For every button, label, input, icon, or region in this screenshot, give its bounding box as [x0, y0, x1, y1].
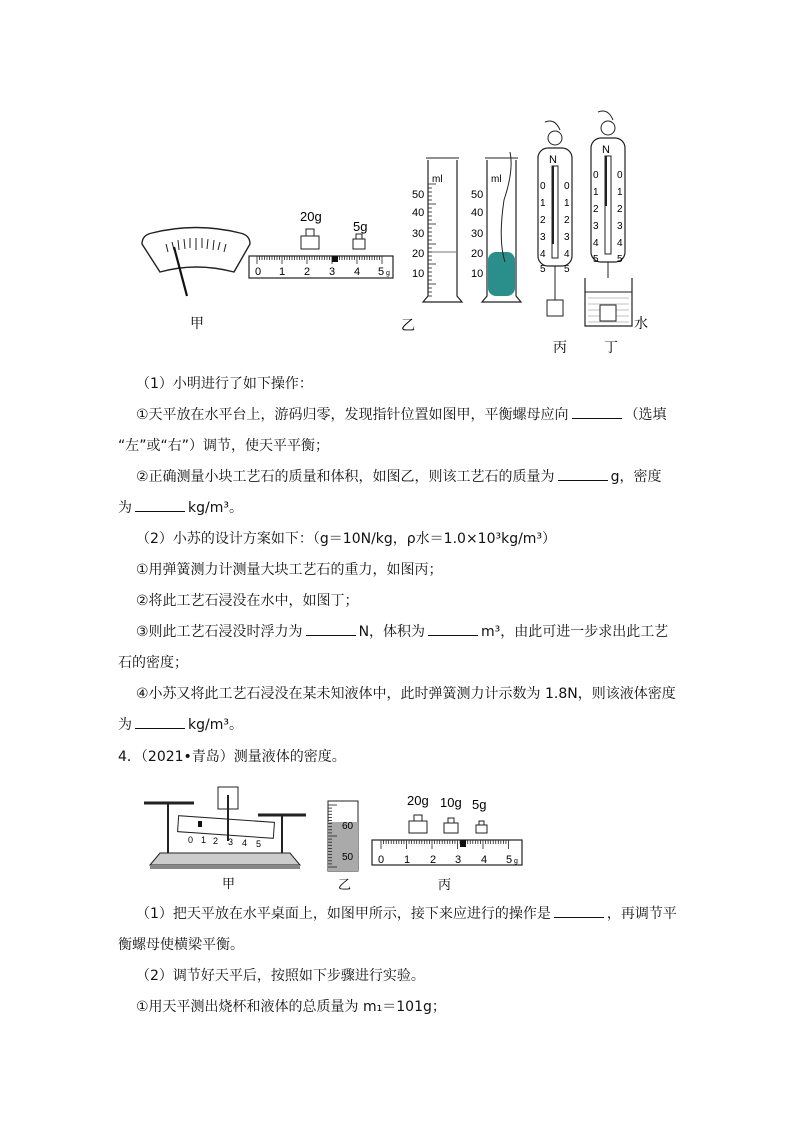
balance-scale — [144, 787, 306, 869]
spring-tick-label: 0 — [564, 181, 570, 192]
answer-blank[interactable] — [558, 468, 608, 481]
cyl-tick-label: 40 — [471, 207, 484, 219]
ruler-unit: g — [386, 270, 390, 277]
ruler-tick-label: 0 — [255, 266, 262, 278]
balance-pointer-dial — [142, 228, 250, 297]
cyl-tick-label: 50 — [342, 852, 354, 863]
spring-tick-label: 2 — [540, 215, 546, 226]
part2-step4-cont: 为 kg/m³。 — [118, 717, 243, 733]
label-ding: 丁 — [604, 339, 618, 355]
cyl-tick-label: 10 — [412, 268, 425, 280]
cyl-tick-label: 40 — [412, 207, 425, 219]
cyl-tick-label: 60 — [342, 821, 354, 832]
spring-tick-label: 4 — [617, 238, 623, 249]
ruler-tick-label: 5 — [256, 839, 262, 849]
ruler-unit: g — [514, 858, 518, 865]
label-yi: 乙 — [401, 317, 415, 333]
answer-blank[interactable] — [554, 905, 604, 918]
figure-1 — [0, 0, 794, 360]
cylinder-with-stone — [482, 152, 521, 302]
q4-title: 4．（2021•青岛）测量液体的密度。 — [118, 749, 346, 765]
spring-tick-label: 5 — [564, 264, 570, 275]
spring-tick-label: 3 — [540, 232, 546, 243]
ruler-tick-label: 1 — [279, 266, 286, 278]
answer-blank[interactable] — [306, 623, 356, 636]
spring-tick-label: 1 — [593, 187, 599, 198]
ruler-tick-label: 3 — [455, 854, 462, 866]
answer-blank[interactable] — [572, 406, 622, 419]
weight-5g — [353, 234, 365, 249]
q4-part2-step1: ①用天平测出烧杯和液体的总质量为 m₁＝101g； — [136, 999, 446, 1015]
part2-step1: ①用弹簧测力计测量大块工艺石的重力，如图丙； — [136, 562, 443, 578]
q4-part2: （2）调节好天平后，按照如下步骤进行实验。 — [136, 968, 425, 984]
answer-blank[interactable] — [135, 499, 185, 512]
cyl-tick-label: 30 — [471, 228, 484, 240]
cyl-unit: ml — [432, 174, 443, 185]
weight-20g-q4 — [409, 815, 427, 833]
ruler-tick-label: 3 — [329, 266, 336, 278]
spring-tick-label: 0 — [617, 170, 623, 181]
spring-tick-label: 1 — [617, 187, 623, 198]
ruler-tick-label: 0 — [378, 854, 385, 866]
weight-5g-q4 — [476, 821, 487, 833]
spring-tick-label: 3 — [617, 221, 623, 232]
part2-step3: ③则此工艺石浸没时浮力为 N，体积为 m³，由此可进一步求出此工艺 — [136, 624, 669, 640]
spring-tick-label: 5 — [593, 254, 599, 265]
ruler-tick-label: 4 — [354, 266, 361, 278]
label-yi-q4: 乙 — [338, 877, 352, 892]
q4-part1: （1）把天平放在水平桌面上，如图甲所示，接下来应进行的操作是 ，再调节平 — [136, 906, 677, 922]
ruler-tick-label: 5 — [378, 266, 385, 278]
cyl-tick-label: 50 — [471, 189, 484, 201]
answer-blank[interactable] — [135, 716, 185, 729]
weight-label: 20g — [407, 793, 429, 808]
spring-tick-label: 1 — [540, 198, 546, 209]
part1-heading: （1）小明进行了如下操作： — [136, 376, 313, 392]
spring-tick-label: 5 — [540, 264, 546, 275]
part1-step1: ①天平放在水平台上，游码归零，发现指针位置如图甲，平衡螺母应向 （选填 — [136, 407, 667, 423]
spring-tick-label: 5 — [617, 254, 623, 265]
ruler-tick-label: 4 — [481, 854, 488, 866]
rider — [332, 256, 338, 262]
weight-label: 10g — [440, 795, 462, 810]
part1-step1-cont: “左”或“右”）调节，使天平平衡； — [118, 438, 330, 454]
figure-q4 — [0, 775, 794, 895]
rider-ruler-q4 — [372, 840, 522, 865]
label-bing: 丙 — [553, 339, 567, 355]
spring-tick-label: 4 — [564, 249, 570, 260]
ruler-tick-label: 1 — [404, 854, 411, 866]
ruler-tick-label: 2 — [213, 836, 219, 846]
spring-tick-label: 2 — [564, 215, 570, 226]
part1-step2: ②正确测量小块工艺石的质量和体积，如图乙，则该工艺石的质量为 g，密度 — [136, 469, 662, 485]
weight-20g — [301, 229, 319, 249]
part2-step3-cont: 石的密度； — [118, 655, 188, 671]
part2-step2: ②将此工艺石浸没在水中，如图丁； — [136, 593, 359, 609]
ruler-tick-label: 2 — [430, 854, 437, 866]
answer-blank[interactable] — [428, 623, 478, 636]
spring-tick-label: 2 — [617, 204, 623, 215]
cyl-tick-label: 50 — [412, 189, 425, 201]
spring-tick-label: 4 — [540, 249, 546, 260]
weight-label: 5g — [472, 797, 487, 812]
ruler-tick-label: 4 — [242, 838, 248, 848]
weight-label-20g: 20g — [300, 209, 322, 224]
spring-tick-label: 1 — [564, 198, 570, 209]
weight-label-5g: 5g — [353, 219, 368, 234]
label-water: 水 — [634, 315, 648, 331]
cylinder-empty — [423, 158, 462, 302]
spring-unit: N — [602, 144, 610, 156]
spring-scale-ding — [585, 111, 632, 326]
cyl-tick-label: 10 — [471, 268, 484, 280]
ruler-tick-label: 3 — [228, 837, 234, 847]
q4-part1-cont: 衡螺母使横梁平衡。 — [118, 937, 244, 953]
ruler-tick-label: 0 — [188, 835, 194, 845]
part2-step4: ④小苏又将此工艺石浸没在某未知液体中，此时弹簧测力计示数为 1.8N，则该液体密度 — [136, 686, 676, 702]
ruler-tick-label: 5 — [506, 854, 513, 866]
ruler-tick-label: 1 — [201, 835, 207, 845]
cyl-tick-label: 20 — [471, 248, 484, 260]
label-jia-q4: 甲 — [222, 876, 236, 891]
spring-tick-label: 0 — [593, 170, 599, 181]
ruler-tick-label: 2 — [304, 266, 311, 278]
spring-tick-label: 3 — [593, 221, 599, 232]
spring-unit: N — [549, 154, 557, 166]
cyl-unit: ml — [491, 174, 502, 185]
part1-step2-cont: 为 kg/m³。 — [118, 500, 243, 516]
weight-10g-q4 — [444, 818, 458, 833]
spring-tick-label: 0 — [540, 181, 546, 192]
cyl-tick-label: 30 — [412, 228, 425, 240]
part2-heading: （2）小苏的设计方案如下：（g＝10N/kg，ρ水＝1.0×10³kg/m³） — [136, 531, 557, 547]
cyl-tick-label: 20 — [412, 248, 425, 260]
spring-tick-label: 4 — [593, 238, 599, 249]
spring-tick-label: 3 — [564, 232, 570, 243]
spring-tick-label: 2 — [593, 204, 599, 215]
rider-ruler — [249, 256, 393, 278]
label-jia: 甲 — [190, 315, 204, 331]
label-bing-q4: 丙 — [438, 877, 452, 892]
